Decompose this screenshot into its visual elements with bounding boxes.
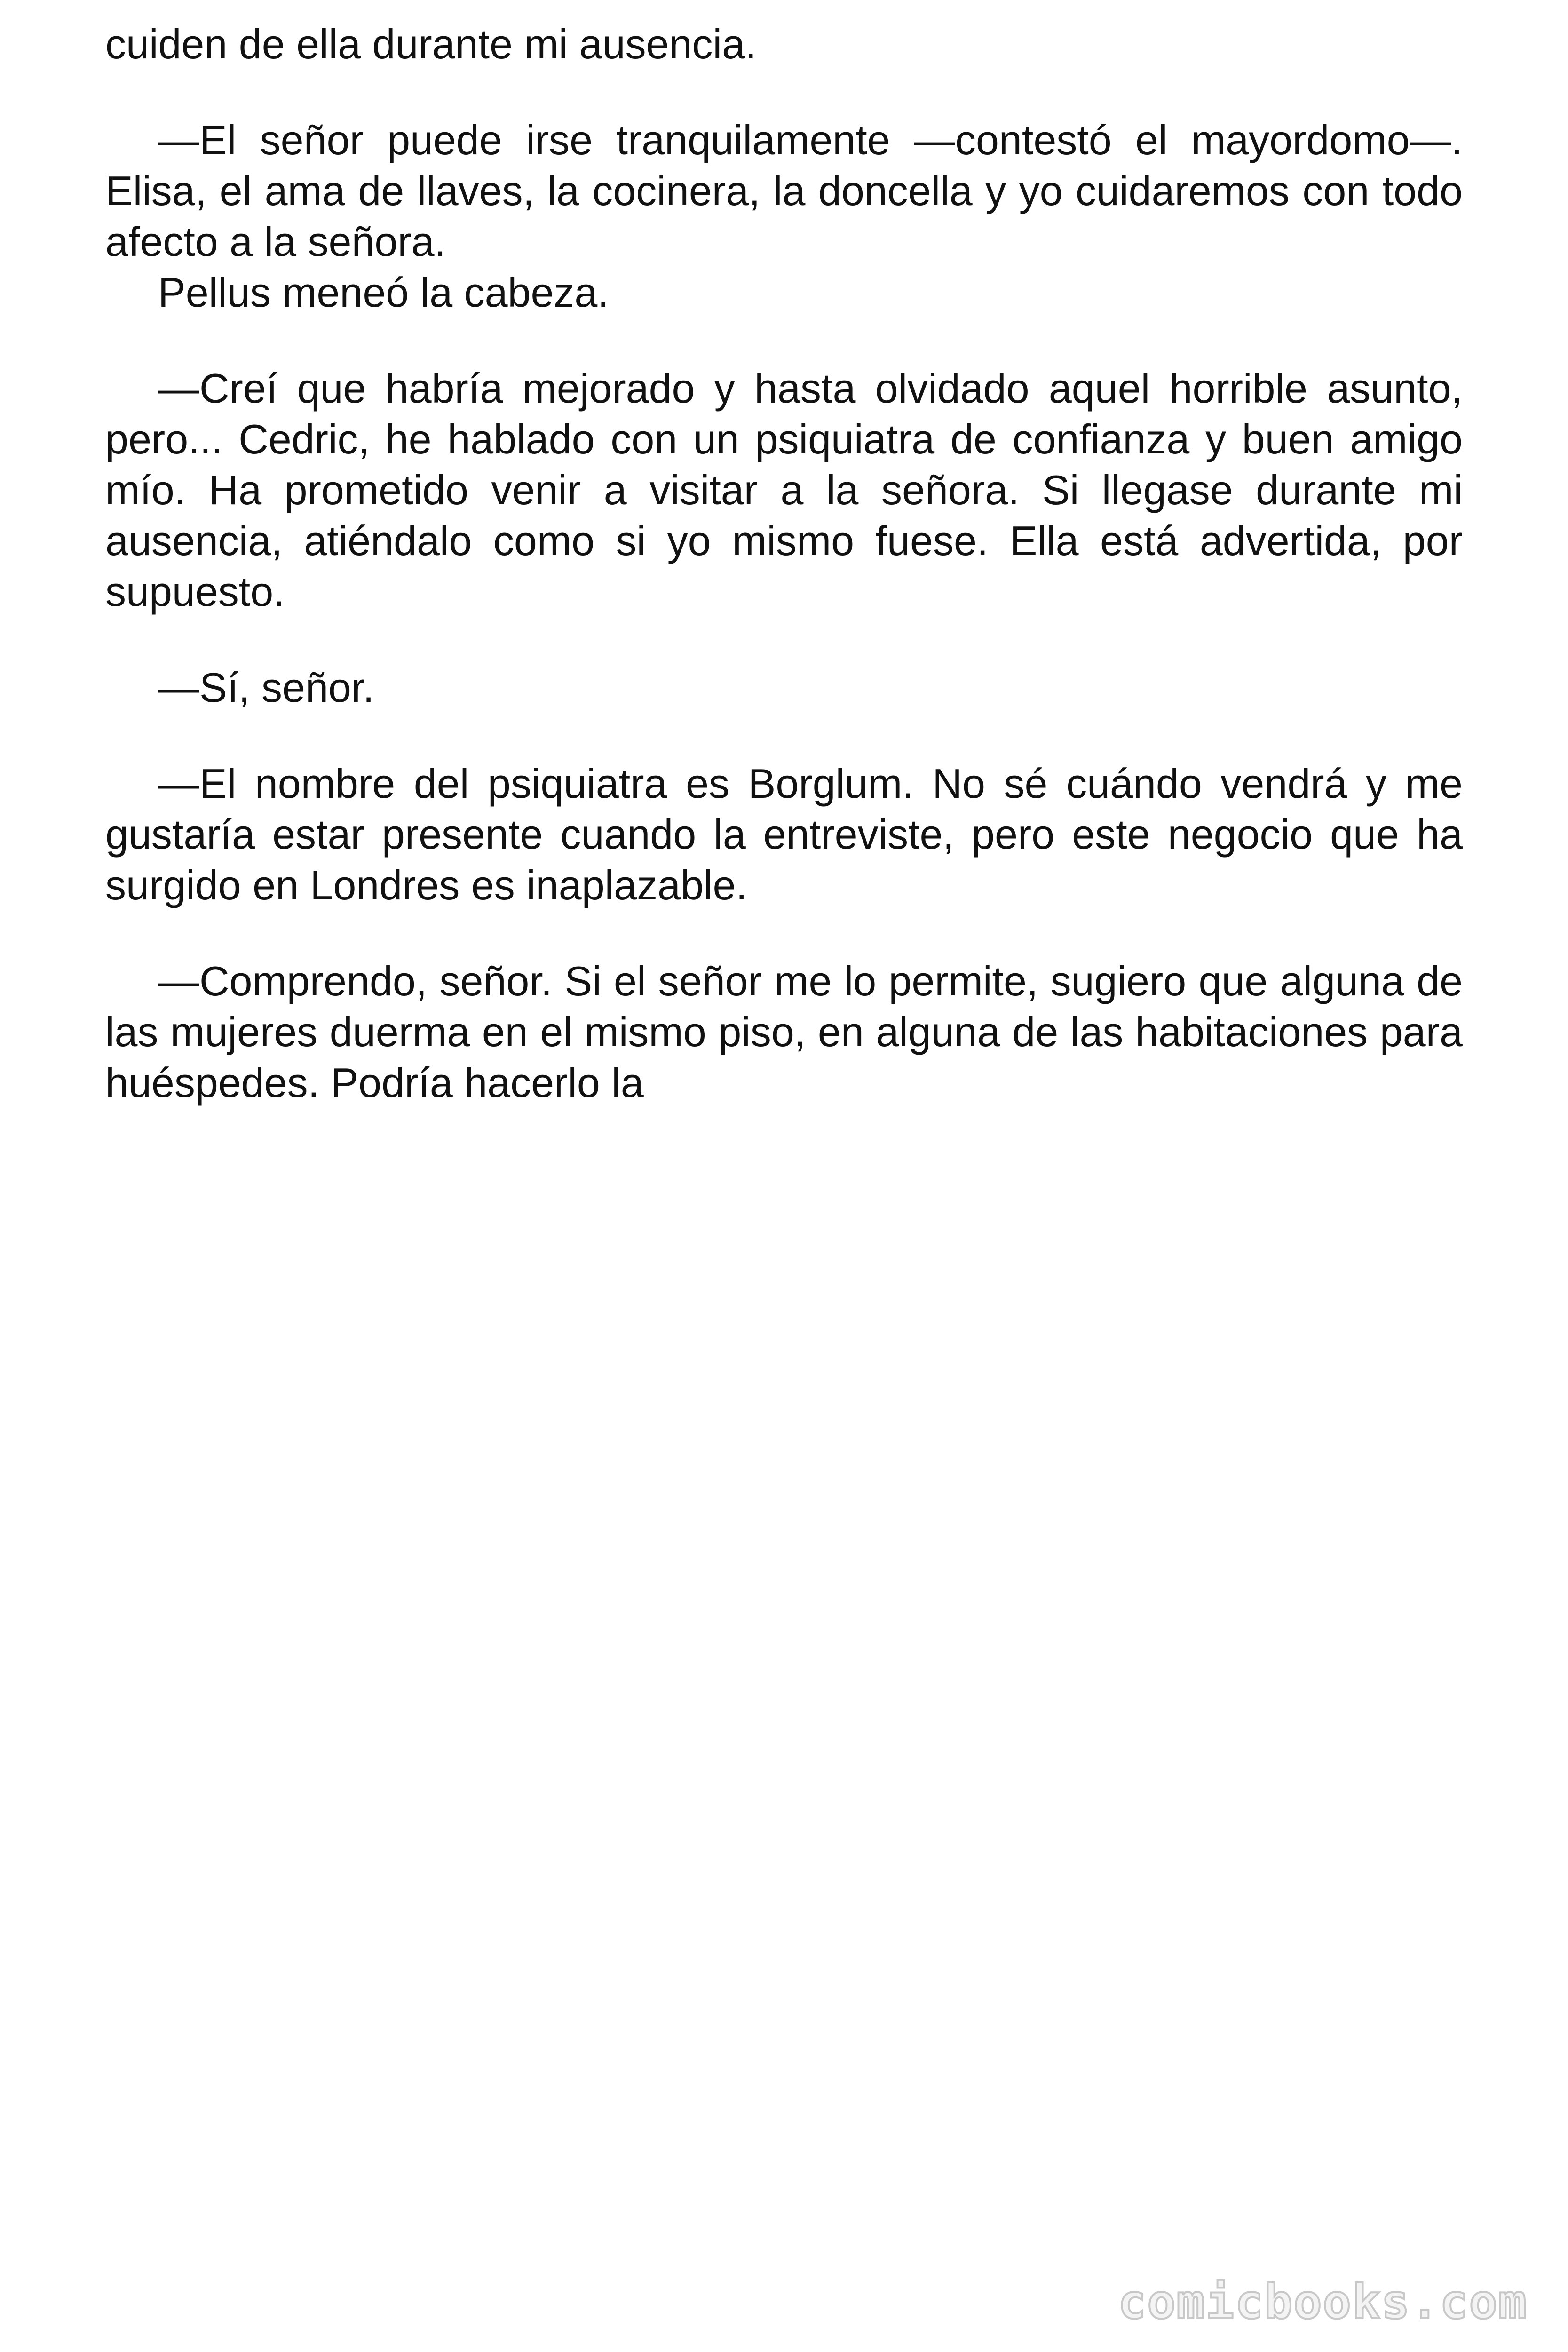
page-body	[105, 19, 1463, 1108]
paragraph-5: —Sí, señor.	[158, 664, 374, 711]
paragraph-2: —El señor puede irse tranquilamente —contestó el mayordomo—. Elisa, el ama de llaves, la cocinera, la doncella y yo cuidaremos con todo afecto a la señora.	[105, 117, 1463, 265]
paragraph-4: —Creí que habría mejorado y hasta olvidado aquel horrible asunto, pero... Cedric, he hablado con un psiquiatra de confianza y buen amigo mío. Ha prometido venir a visitar a la señora. Si llegase durante mi ausencia, atiéndalo como si yo mismo fuese. Ella está advertida, por supuesto.	[105, 365, 1463, 615]
paragraph-3: Pellus meneó la cabeza.	[158, 269, 609, 316]
paragraph-1: cuiden de ella durante mi ausencia.	[105, 21, 757, 67]
paragraph-7: —Comprendo, señor. Si el señor me lo permite, sugiero que alguna de las mujeres duerma en el mismo piso, en alguna de las habitaciones para huéspedes. Podría hacerlo la	[105, 958, 1463, 1106]
paragraph-6: —El nombre del psiquiatra es Borglum. No sé cuándo vendrá y me gustaría estar presente cuando la entreviste, pero este negocio que ha surgido en Londres es inaplazable.	[105, 760, 1463, 908]
watermark: comicbooks.com	[1118, 2274, 1528, 2329]
